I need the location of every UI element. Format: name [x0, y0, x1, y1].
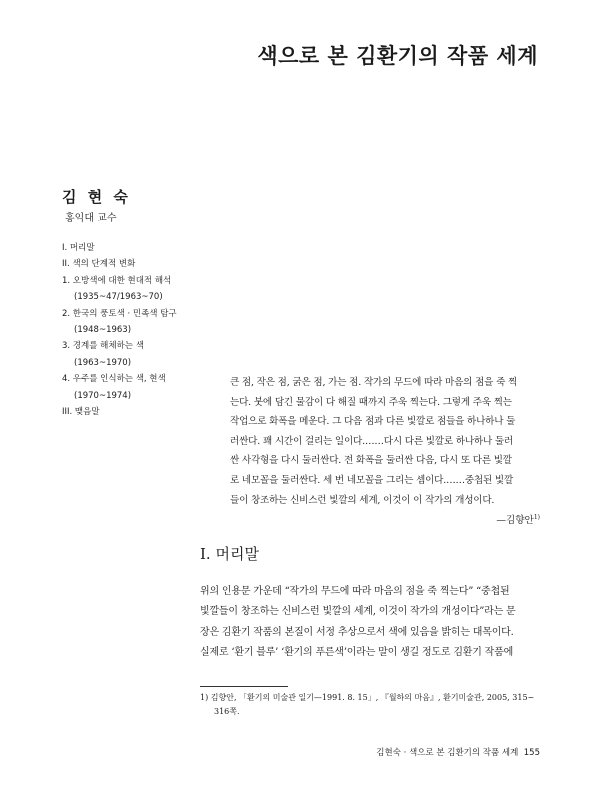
footnote-divider: [200, 686, 288, 687]
toc-item-period: (1970~1974): [74, 390, 132, 401]
article-title: 색으로 본 김환기의 작품 세계: [257, 44, 538, 68]
toc-item[interactable]: 1. 오방색에 대한 현대적 해석: [62, 275, 172, 286]
quote-line: 로 네모꼴을 둘러싼다. 세 번 네모꼴을 그리는 셈이다.……중첩된 빛깔: [230, 474, 514, 486]
toc-item[interactable]: III. 맺음말: [62, 407, 100, 418]
toc-item[interactable]: II. 색의 단계적 변화: [62, 259, 136, 270]
section-heading: I. 머리말: [200, 545, 259, 563]
footnote-line: 316쪽.: [214, 706, 240, 716]
page-footer: [376, 746, 540, 758]
toc-item[interactable]: 3. 경계를 해체하는 색: [62, 341, 144, 352]
quote-line: 싼 사각형을 다시 둘러싼다. 전 화폭을 둘러싼 다음, 다시 또 다른 빛깔: [230, 455, 512, 467]
toc-item[interactable]: 2. 한국의 풍토색 · 민족색 탐구: [62, 308, 177, 319]
quote-line: 작업으로 화폭을 메운다. 그 다음 점과 다른 빛깔로 점들을 하나하나 둘: [230, 416, 516, 428]
quote-line: 러싼다. 꽤 시간이 걸리는 일이다.……다시 다른 빛깔로 하나하나 둘러: [230, 435, 514, 447]
quote-attribution: [496, 512, 540, 526]
toc-item-period: (1935~47/1963~70): [74, 292, 163, 303]
body-paragraph: [200, 582, 545, 664]
body-line: 실제로 ‘환기 블루’ ‘환기의 푸른색’이라는 말이 생길 정도로 김환기 작품에: [200, 647, 514, 659]
page-number: 155: [523, 748, 540, 758]
toc-item[interactable]: 4. 우주를 인식하는 색, 현색: [62, 374, 166, 385]
body-line: 위의 인용문 가운데 “작가의 무드에 따라 마음의 점을 죽 찍는다” “중첩된: [200, 586, 510, 597]
body-line: 빛깔들이 창조하는 신비스런 빛깔의 세계, 이것이 작가의 개성이다”라는 문: [200, 606, 516, 618]
toc-item-period: (1963~1970): [74, 357, 132, 368]
footnote: [200, 691, 545, 718]
body-line: 장은 김환기 작품의 본질이 서정 추상으로서 색에 있음을 밝히는 대목이다.: [200, 626, 514, 638]
toc-item-period: (1948~1963): [74, 325, 132, 336]
epigraph-quote: [230, 373, 540, 510]
footnote-line: 1) 김향안, 「환기의 미술관 일기—1991. 8. 15」, 『월하의 마음』, 환기미술관, 2005, 315~: [200, 693, 535, 702]
quote-line: 들이 창조하는 신비스런 빛깔의 세계, 이것이 이 작가의 개성이다.: [230, 494, 495, 506]
quote-line: 는다. 붓에 담긴 물감이 다 해질 때까지 주욱 찍는다. 그렇게 주욱 찍는: [230, 396, 512, 408]
toc-item[interactable]: I. 머리말: [62, 243, 95, 253]
running-footer: 김현숙 · 색으로 본 김환기의 작품 세계: [376, 748, 519, 758]
attribution-text: —김향안: [496, 515, 534, 526]
author-affiliation: 홍익대 교수: [65, 213, 117, 224]
quote-line: 큰 점, 작은 점, 굵은 점, 가는 점. 작가의 무드에 따라 마음의 점을 죽 찍: [230, 377, 518, 388]
author-name: 김 현 숙: [62, 188, 131, 206]
footnote-ref[interactable]: 1): [533, 514, 540, 521]
table-of-contents: [62, 240, 232, 420]
